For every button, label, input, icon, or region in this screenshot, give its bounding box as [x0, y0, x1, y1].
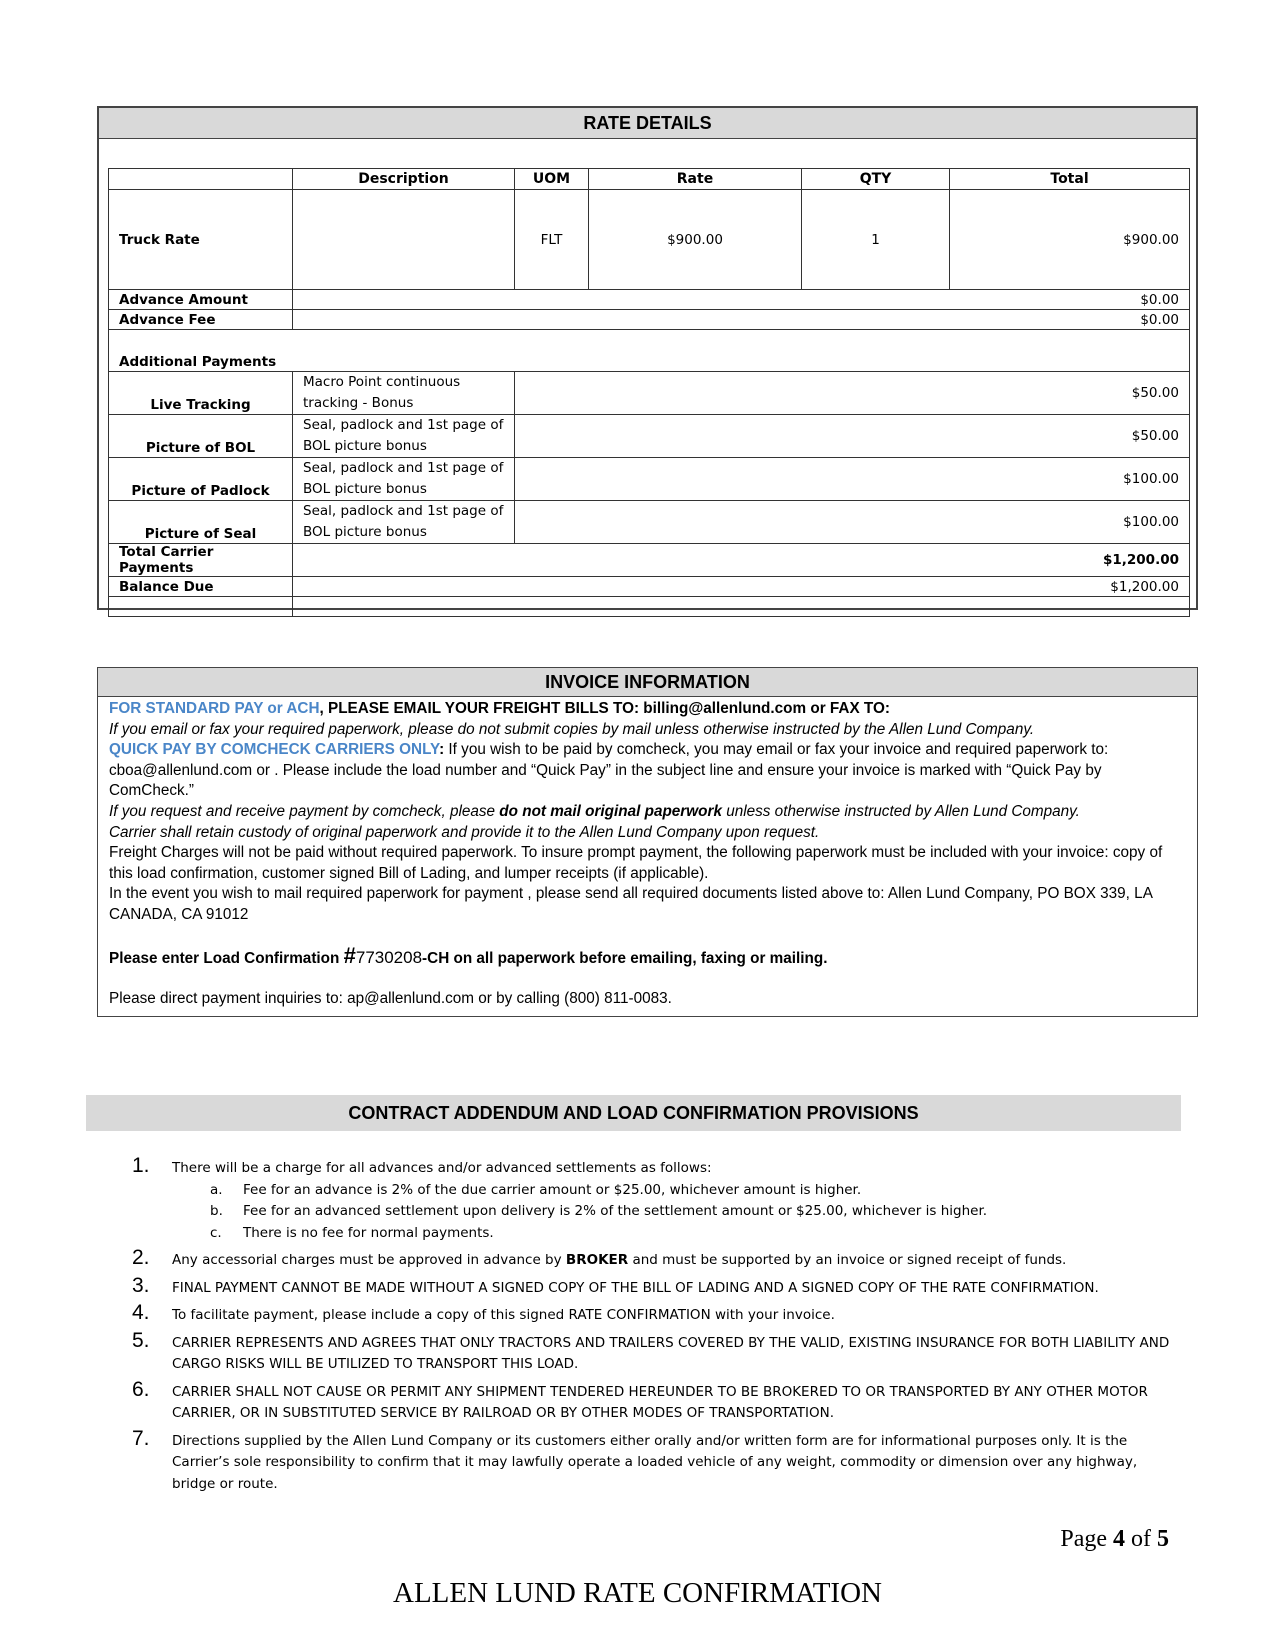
truck-rate-total: $900.00 [950, 190, 1190, 290]
picture-of-bol-description: Seal, padlock and 1st page of BOL picture bonus [293, 415, 515, 458]
empty-row [109, 597, 1190, 617]
advance-fee-value: $0.00 [293, 310, 1190, 330]
payment-inquiries-line: Please direct payment inquiries to: ap@allenlund.com or by calling (800) 811-0083. [109, 990, 672, 1008]
picture-of-padlock-description: Seal, padlock and 1st page of BOL picture bonus [293, 458, 515, 501]
total-carrier-payments-row [109, 544, 1190, 577]
col-description: Description [293, 169, 515, 190]
provision-item: 1. There will be a charge for all advances and/or advanced settlements as follows: [132, 1154, 712, 1177]
provisions-list [130, 1154, 1170, 1501]
truck-rate-description [293, 190, 515, 290]
provision-item: 7. Directions supplied by the Allen Lund Company or its customers either orally and/or written form are for informational purposes only. It is the Carrier’s sole responsibility to confirm that it may lawfully operate a loaded vehicle of any weight, commodity or dimension over any highway, bridge or route. [132, 1426, 1138, 1492]
picture-of-seal-value: $100.00 [515, 501, 1190, 544]
picture-of-seal-label: Picture of Seal [109, 501, 293, 544]
additional-payment-row [109, 501, 1190, 544]
live-tracking-value: $50.00 [515, 372, 1190, 415]
picture-of-bol-value: $50.00 [515, 415, 1190, 458]
col-qty: QTY [802, 169, 950, 190]
comcheck-note: If you request and receive payment by comcheck, please do not mail original paperwork unless otherwise instructed by Allen Lund Company. [109, 802, 1080, 820]
footer-title: ALLEN LUND RATE CONFIRMATION [393, 1577, 882, 1609]
freight-charges-paragraph: Freight Charges will not be paid without required paperwork. To insure prompt payment, the following paperwork must be included with your invoice: copy of this load confirmation, customer signed Bill of Lading, and lumper receipts (if applicable). [109, 844, 1163, 882]
email-fax-note: If you email or fax your required paperwork, please do not submit copies by mail unless otherwise instructed by the Allen Lund Company. [109, 720, 1035, 738]
advance-fee-row [109, 310, 1190, 330]
provision-item: 5. CARRIER REPRESENTS AND AGREES THAT ONLY TRACTORS AND TRAILERS COVERED BY THE VALID, EXISTING INSURANCE FOR BOTH LIABILITY AND CARGO RISKS WILL BE UTILIZED TO TRANSPORT THIS LOAD. [132, 1328, 1170, 1372]
provision-item: 4. To facilitate payment, please include a copy of this signed RATE CONFIRMATION with your invoice. [132, 1301, 835, 1324]
provision-sub-item: c. There is no fee for normal payments. [210, 1224, 494, 1241]
additional-payments-row [109, 330, 1190, 372]
truck-rate-label: Truck Rate [109, 190, 293, 290]
picture-of-padlock-label: Picture of Padlock [109, 458, 293, 501]
standard-pay-line: FOR STANDARD PAY or ACH, PLEASE EMAIL YOUR FREIGHT BILLS TO: billing@allenlund.com or FAX TO: [109, 700, 890, 717]
advance-amount-label: Advance Amount [109, 290, 293, 310]
additional-payment-row [109, 415, 1190, 458]
rate-details-title: RATE DETAILS [99, 108, 1196, 139]
quick-pay-paragraph: QUICK PAY BY COMCHECK CARRIERS ONLY: If you wish to be paid by comcheck, you may email or fax your invoice and required paperwork to: cboa@allenlund.com or . Please include the load number and “Quick Pay” in the subject line and ensure your invoice is marked with “Quick Pay by ComCheck.” [109, 741, 1109, 800]
provision-sub-item: a. Fee for an advance is 2% of the due carrier amount or $25.00, whichever amount is higher. [210, 1181, 862, 1198]
rate-table-header-row [109, 169, 1190, 190]
live-tracking-label: Live Tracking [109, 372, 293, 415]
rate-details-section [97, 106, 1198, 610]
col-uom: UOM [515, 169, 589, 190]
rate-table [108, 168, 1190, 617]
total-carrier-payments-label: Total Carrier Payments [109, 544, 293, 577]
balance-due-row [109, 577, 1190, 597]
invoice-body [98, 697, 1197, 1010]
additional-payment-row [109, 458, 1190, 501]
advance-amount-row [109, 290, 1190, 310]
live-tracking-description: Macro Point continuous tracking - Bonus [293, 372, 515, 415]
mail-paperwork-paragraph: In the event you wish to mail required paperwork for payment , please send all required documents listed above to: Allen Lund Company, PO BOX 339, LA CANADA, CA 91012 [109, 885, 1153, 923]
total-carrier-payments-value: $1,200.00 [293, 544, 1190, 577]
provision-sub-list [130, 1180, 1170, 1245]
provision-item: 3. FINAL PAYMENT CANNOT BE MADE WITHOUT A SIGNED COPY OF THE BILL OF LADING AND A SIGNED COPY OF THE RATE CONFIRMATION. [132, 1273, 1099, 1297]
load-confirmation-number: 7730208 [355, 947, 423, 967]
load-confirmation-line: Please enter Load Confirmation #7730208-CH on all paperwork before emailing, faxing or mailing. [109, 942, 828, 968]
truck-rate-rate: $900.00 [589, 190, 802, 290]
picture-of-padlock-value: $100.00 [515, 458, 1190, 501]
page-number: Page 4 of 5 [1060, 1526, 1169, 1552]
invoice-information-title: INVOICE INFORMATION [98, 668, 1197, 697]
provision-sub-item: b. Fee for an advanced settlement upon delivery is 2% of the settlement amount or $25.00, whichever is higher. [210, 1203, 988, 1219]
custody-note: Carrier shall retain custody of original paperwork and provide it to the Allen Lund Company upon request. [109, 823, 820, 841]
picture-of-seal-description: Seal, padlock and 1st page of BOL picture bonus [293, 501, 515, 544]
balance-due-value: $1,200.00 [293, 577, 1190, 597]
advance-fee-label: Advance Fee [109, 310, 293, 330]
truck-rate-qty: 1 [802, 190, 950, 290]
provision-item: 6. CARRIER SHALL NOT CAUSE OR PERMIT ANY SHIPMENT TENDERED HEREUNDER TO BE BROKERED TO OR TRANSPORTED BY ANY OTHER MOTOR CARRIER, OR IN SUBSTITUTED SERVICE BY RAILROAD OR BY OTHER MODES OF TRANSPORTATION. [132, 1377, 1148, 1421]
balance-due-label: Balance Due [109, 577, 293, 597]
invoice-information-section [97, 667, 1198, 1017]
advance-amount-value: $0.00 [293, 290, 1190, 310]
additional-payments-label: Additional Payments [109, 330, 1190, 372]
col-total: Total [950, 169, 1190, 190]
addendum-title: CONTRACT ADDENDUM AND LOAD CONFIRMATION PROVISIONS [86, 1095, 1181, 1131]
col-rate: Rate [589, 169, 802, 190]
provision-item: 2. Any accessorial charges must be approved in advance by BROKER and must be supported by an invoice or signed receipt of funds. [132, 1246, 1067, 1269]
additional-payment-row [109, 372, 1190, 415]
truck-rate-uom: FLT [515, 190, 589, 290]
truck-rate-row [109, 190, 1190, 290]
picture-of-bol-label: Picture of BOL [109, 415, 293, 458]
